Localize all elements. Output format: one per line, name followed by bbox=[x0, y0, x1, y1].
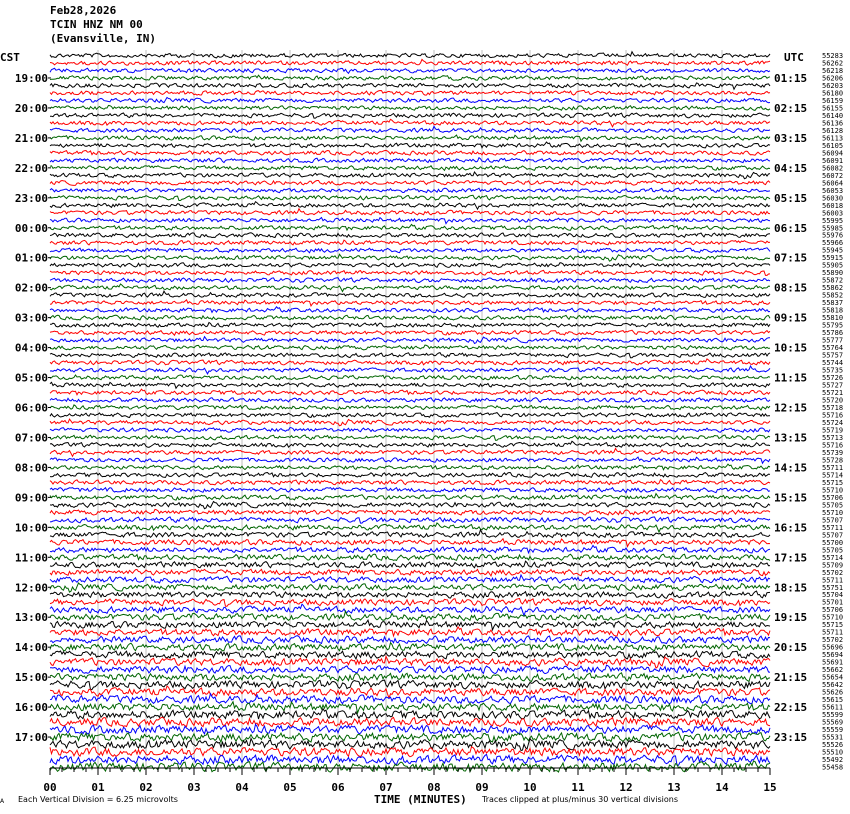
trace-line bbox=[50, 98, 770, 104]
left-time-label: 22:00 bbox=[14, 161, 48, 175]
left-time-label: 01:00 bbox=[14, 251, 48, 265]
trace-line bbox=[50, 166, 770, 171]
trace-line bbox=[50, 126, 770, 132]
left-time-label: 12:00 bbox=[14, 581, 48, 595]
line-value-label: 55694 bbox=[822, 651, 844, 660]
line-value-label: 55810 bbox=[822, 314, 844, 323]
trace-line bbox=[50, 488, 770, 493]
trace-line bbox=[50, 263, 770, 268]
trace-line bbox=[50, 643, 770, 651]
line-value-label: 56203 bbox=[822, 81, 844, 90]
line-value-label: 56072 bbox=[822, 171, 844, 180]
trace-line bbox=[50, 554, 770, 560]
trace-line bbox=[50, 620, 770, 630]
line-value-label: 55890 bbox=[822, 269, 844, 278]
line-value-label: 56113 bbox=[822, 134, 844, 143]
line-value-label: 55720 bbox=[822, 396, 844, 405]
line-value-label: 55492 bbox=[822, 756, 844, 765]
left-time-label: 16:00 bbox=[14, 701, 48, 715]
trace-line bbox=[50, 323, 770, 328]
trace-line bbox=[50, 209, 770, 215]
trace-line bbox=[50, 561, 770, 568]
trace-line bbox=[50, 680, 770, 690]
trace-line bbox=[50, 398, 770, 403]
x-tick-label: 06 bbox=[331, 781, 345, 794]
left-time-label: 03:00 bbox=[14, 311, 48, 325]
line-value-label: 56053 bbox=[822, 186, 844, 195]
line-value-label: 56018 bbox=[822, 201, 844, 210]
trace-line bbox=[50, 375, 770, 380]
line-value-label: 55727 bbox=[822, 381, 844, 390]
right-time-label: 22:15 bbox=[774, 701, 808, 715]
trace-line bbox=[50, 300, 770, 306]
trace-line bbox=[50, 337, 770, 344]
line-value-label: 55739 bbox=[822, 448, 844, 457]
trace-line bbox=[50, 270, 770, 275]
x-tick-label: 04 bbox=[235, 781, 249, 794]
trace-line bbox=[50, 428, 770, 433]
x-tick-label: 05 bbox=[283, 781, 297, 794]
line-value-label: 55711 bbox=[822, 463, 844, 472]
line-value-label: 55757 bbox=[822, 351, 844, 360]
line-value-label: 55724 bbox=[822, 418, 844, 427]
trace-line bbox=[50, 583, 770, 592]
line-value-label: 56064 bbox=[822, 179, 844, 188]
trace-line bbox=[50, 158, 770, 163]
left-time-label: 07:00 bbox=[14, 431, 48, 445]
trace-line bbox=[50, 345, 770, 350]
left-time-label: 14:00 bbox=[14, 641, 48, 655]
line-value-label: 55510 bbox=[822, 748, 844, 757]
trace-line bbox=[50, 330, 770, 335]
trace-line bbox=[50, 494, 770, 501]
trace-line bbox=[50, 405, 770, 410]
line-value-label: 55966 bbox=[822, 239, 844, 248]
line-value-label: 55795 bbox=[822, 321, 844, 330]
line-value-label: 55976 bbox=[822, 231, 844, 240]
line-value-label: 56030 bbox=[822, 194, 844, 203]
x-axis-title: TIME (MINUTES) bbox=[374, 793, 467, 806]
line-value-label: 55719 bbox=[822, 426, 844, 435]
line-value-label: 55715 bbox=[822, 621, 844, 630]
trace-line bbox=[50, 248, 770, 253]
clip-note: Traces clipped at plus/minus 30 vertical divisions bbox=[482, 795, 679, 804]
station-location: (Evansville, IN) bbox=[50, 32, 156, 45]
left-time-label: 13:00 bbox=[14, 611, 48, 625]
left-time-label: 05:00 bbox=[14, 371, 48, 385]
left-time-label: 06:00 bbox=[14, 401, 48, 415]
right-time-label: 05:15 bbox=[774, 191, 808, 205]
trace-line bbox=[50, 150, 770, 155]
x-tick-label: 08 bbox=[427, 781, 441, 794]
line-value-label: 55702 bbox=[822, 568, 844, 577]
line-value-label: 56105 bbox=[822, 141, 844, 150]
line-value-label: 55714 bbox=[822, 471, 844, 480]
line-value-label: 55713 bbox=[822, 433, 844, 442]
plot-date: Feb28,2026 bbox=[50, 4, 117, 17]
left-time-label: 02:00 bbox=[14, 281, 48, 295]
x-tick-label: 11 bbox=[571, 781, 585, 794]
line-value-label: 55818 bbox=[822, 306, 844, 315]
trace-line bbox=[50, 105, 770, 110]
trace-line bbox=[50, 448, 770, 456]
left-time-label: 21:00 bbox=[14, 131, 48, 145]
line-value-label: 56136 bbox=[822, 119, 844, 128]
line-value-label: 55662 bbox=[822, 666, 844, 675]
left-time-label: 10:00 bbox=[14, 521, 48, 535]
trace-line bbox=[50, 702, 770, 713]
right-time-label: 02:15 bbox=[774, 101, 808, 115]
trace-line bbox=[50, 135, 770, 141]
trace-line bbox=[50, 509, 770, 515]
trace-line bbox=[50, 142, 770, 148]
right-time-label: 10:15 bbox=[774, 341, 808, 355]
trace-line bbox=[50, 278, 770, 283]
trace-line bbox=[50, 315, 770, 320]
trace-line bbox=[50, 651, 770, 659]
line-value-label: 56262 bbox=[822, 59, 844, 68]
trace-line bbox=[50, 233, 770, 238]
line-value-label: 55626 bbox=[822, 688, 844, 697]
line-value-label: 56180 bbox=[822, 89, 844, 98]
right-time-label: 23:15 bbox=[774, 731, 808, 745]
line-value-label: 55714 bbox=[822, 553, 844, 562]
trace-line bbox=[50, 530, 770, 538]
line-value-label: 56091 bbox=[822, 156, 844, 165]
trace-line bbox=[50, 441, 770, 447]
trace-line bbox=[50, 747, 770, 757]
trace-line bbox=[50, 59, 770, 65]
line-value-label: 55710 bbox=[822, 613, 844, 622]
line-value-label: 56206 bbox=[822, 74, 844, 83]
right-time-label: 21:15 bbox=[774, 671, 808, 685]
left-time-label: 00:00 bbox=[14, 221, 48, 235]
trace-line bbox=[50, 569, 770, 576]
trace-line bbox=[50, 52, 770, 58]
trace-line bbox=[50, 195, 770, 200]
trace-line bbox=[50, 353, 770, 358]
right-time-label: 19:15 bbox=[774, 611, 808, 625]
trace-line bbox=[50, 754, 770, 765]
vertical-division-note: Each Vertical Division = 6.25 microvolts bbox=[18, 795, 178, 804]
x-tick-label: 03 bbox=[187, 781, 201, 794]
x-tick-label: 00 bbox=[43, 781, 57, 794]
line-value-label: 55654 bbox=[822, 673, 844, 682]
trace-line bbox=[50, 382, 770, 388]
trace-line bbox=[50, 517, 770, 523]
line-value-label: 55945 bbox=[822, 246, 844, 255]
line-value-label: 55700 bbox=[822, 538, 844, 547]
line-value-label: 55985 bbox=[822, 224, 844, 233]
trace-line bbox=[50, 591, 770, 598]
line-value-label: 56140 bbox=[822, 111, 844, 120]
x-tick-label: 01 bbox=[91, 781, 105, 794]
line-value-label: 55744 bbox=[822, 359, 844, 368]
trace-line bbox=[50, 435, 770, 440]
trace-line bbox=[50, 464, 770, 470]
trace-line bbox=[50, 188, 770, 193]
line-value-label: 55711 bbox=[822, 576, 844, 585]
line-value-label: 55852 bbox=[822, 291, 844, 300]
left-time-label: 11:00 bbox=[14, 551, 48, 565]
trace-line bbox=[50, 180, 770, 185]
trace-line bbox=[50, 457, 770, 463]
line-value-label: 55707 bbox=[822, 516, 844, 525]
line-value-label: 55711 bbox=[822, 628, 844, 637]
right-time-label: 03:15 bbox=[774, 131, 808, 145]
line-value-label: 55709 bbox=[822, 561, 844, 570]
trace-line bbox=[50, 539, 770, 547]
line-value-label: 55701 bbox=[822, 598, 844, 607]
trace-line bbox=[50, 366, 770, 374]
x-tick-label: 07 bbox=[379, 781, 393, 794]
corner-mark: A bbox=[0, 798, 5, 805]
trace-line bbox=[50, 254, 770, 261]
trace-line bbox=[50, 480, 770, 485]
line-value-label: 55611 bbox=[822, 703, 844, 712]
right-time-label: 18:15 bbox=[774, 581, 808, 595]
line-value-label: 55704 bbox=[822, 591, 844, 600]
right-time-label: 07:15 bbox=[774, 251, 808, 265]
line-value-label: 55995 bbox=[822, 216, 844, 225]
trace-line bbox=[50, 291, 770, 297]
trace-line bbox=[50, 119, 770, 127]
left-time-label: 09:00 bbox=[14, 491, 48, 505]
x-tick-label: 09 bbox=[475, 781, 489, 794]
line-value-label: 56003 bbox=[822, 209, 844, 218]
trace-line bbox=[50, 627, 770, 636]
trace-line bbox=[50, 307, 770, 313]
line-value-label: 55711 bbox=[822, 523, 844, 532]
trace-line bbox=[50, 224, 770, 230]
trace-line bbox=[50, 90, 770, 95]
x-tick-label: 14 bbox=[715, 781, 729, 794]
right-time-label: 15:15 bbox=[774, 491, 808, 505]
right-time-label: 12:15 bbox=[774, 401, 808, 415]
line-value-label: 56155 bbox=[822, 104, 844, 113]
trace-line bbox=[50, 502, 770, 509]
line-value-label: 55735 bbox=[822, 366, 844, 375]
right-time-label: 04:15 bbox=[774, 161, 808, 175]
trace-line bbox=[50, 732, 770, 742]
right-time-label: 08:15 bbox=[774, 281, 808, 295]
trace-line bbox=[50, 523, 770, 532]
trace-line bbox=[50, 673, 770, 682]
right-time-label: 13:15 bbox=[774, 431, 808, 445]
right-time-label: 09:15 bbox=[774, 311, 808, 325]
line-value-label: 55283 bbox=[822, 52, 844, 60]
trace-line bbox=[50, 68, 770, 73]
x-tick-label: 10 bbox=[523, 781, 537, 794]
line-value-label: 55872 bbox=[822, 276, 844, 285]
trace-line bbox=[50, 172, 770, 179]
trace-line bbox=[50, 75, 770, 80]
x-tick-label: 02 bbox=[139, 781, 153, 794]
trace-line bbox=[50, 202, 770, 210]
line-value-label: 55569 bbox=[822, 718, 844, 727]
trace-line bbox=[50, 359, 770, 365]
line-value-label: 55615 bbox=[822, 696, 844, 705]
line-value-label: 55599 bbox=[822, 711, 844, 720]
line-value-label: 55702 bbox=[822, 636, 844, 645]
line-value-label: 55696 bbox=[822, 643, 844, 652]
right-time-label: 06:15 bbox=[774, 221, 808, 235]
trace-line bbox=[50, 113, 770, 118]
right-time-label: 01:15 bbox=[774, 71, 808, 85]
trace-line bbox=[50, 575, 770, 583]
left-timezone-label: CST bbox=[0, 51, 20, 64]
trace-line bbox=[50, 717, 770, 726]
line-value-label: 55715 bbox=[822, 478, 844, 487]
line-value-label: 55458 bbox=[822, 763, 844, 772]
line-value-label: 55786 bbox=[822, 329, 844, 338]
right-time-label: 14:15 bbox=[774, 461, 808, 475]
right-time-label: 11:15 bbox=[774, 371, 808, 385]
left-time-label: 04:00 bbox=[14, 341, 48, 355]
line-value-label: 55691 bbox=[822, 658, 844, 667]
trace-line bbox=[50, 472, 770, 477]
left-time-label: 08:00 bbox=[14, 461, 48, 475]
line-value-label: 55837 bbox=[822, 299, 844, 308]
line-value-label: 55905 bbox=[822, 261, 844, 270]
trace-line bbox=[50, 284, 770, 292]
line-value-label: 55705 bbox=[822, 501, 844, 510]
left-time-label: 17:00 bbox=[14, 731, 48, 745]
line-value-label: 55706 bbox=[822, 493, 844, 502]
line-value-label: 55705 bbox=[822, 546, 844, 555]
station-title: TCIN HNZ NM 00 bbox=[50, 18, 143, 31]
line-value-label: 56218 bbox=[822, 66, 844, 75]
trace-line bbox=[50, 636, 770, 644]
line-value-label: 55706 bbox=[822, 606, 844, 615]
left-time-label: 15:00 bbox=[14, 671, 48, 685]
right-time-label: 17:15 bbox=[774, 551, 808, 565]
trace-line bbox=[50, 739, 770, 751]
line-value-label: 55710 bbox=[822, 508, 844, 517]
right-time-label: 20:15 bbox=[774, 641, 808, 655]
line-value-label: 55777 bbox=[822, 336, 844, 345]
trace-line bbox=[50, 419, 770, 426]
line-value-label: 55710 bbox=[822, 486, 844, 495]
line-value-label: 55728 bbox=[822, 456, 844, 465]
line-value-label: 55716 bbox=[822, 411, 844, 420]
left-time-label: 23:00 bbox=[14, 191, 48, 205]
line-value-label: 55862 bbox=[822, 284, 844, 293]
line-value-label: 55707 bbox=[822, 531, 844, 540]
right-timezone-label: UTC bbox=[784, 51, 804, 64]
left-time-label: 20:00 bbox=[14, 101, 48, 115]
trace-line bbox=[50, 599, 770, 607]
line-value-label: 55726 bbox=[822, 374, 844, 383]
left-time-label: 19:00 bbox=[14, 71, 48, 85]
line-value-label: 55559 bbox=[822, 726, 844, 735]
line-value-label: 56128 bbox=[822, 126, 844, 135]
line-value-label: 55764 bbox=[822, 344, 844, 353]
line-value-label: 55721 bbox=[822, 389, 844, 398]
line-value-label: 55642 bbox=[822, 681, 844, 690]
right-time-label: 16:15 bbox=[774, 521, 808, 535]
line-value-label: 56159 bbox=[822, 96, 844, 105]
trace-line bbox=[50, 218, 770, 224]
line-value-label: 55718 bbox=[822, 404, 844, 413]
line-value-label: 55526 bbox=[822, 741, 844, 750]
line-value-label: 55716 bbox=[822, 441, 844, 450]
line-value-label: 56082 bbox=[822, 164, 844, 173]
trace-line bbox=[50, 240, 770, 245]
trace-line bbox=[50, 389, 770, 395]
x-tick-label: 15 bbox=[763, 781, 777, 794]
x-tick-label: 12 bbox=[619, 781, 633, 794]
trace-line bbox=[50, 545, 770, 553]
trace-line bbox=[50, 83, 770, 89]
trace-line bbox=[50, 686, 770, 698]
line-value-label: 56094 bbox=[822, 149, 844, 158]
trace-line bbox=[50, 413, 770, 418]
line-value-label: 55751 bbox=[822, 583, 844, 592]
line-value-label: 55915 bbox=[822, 254, 844, 263]
x-tick-label: 13 bbox=[667, 781, 681, 794]
line-value-label: 55531 bbox=[822, 733, 844, 742]
